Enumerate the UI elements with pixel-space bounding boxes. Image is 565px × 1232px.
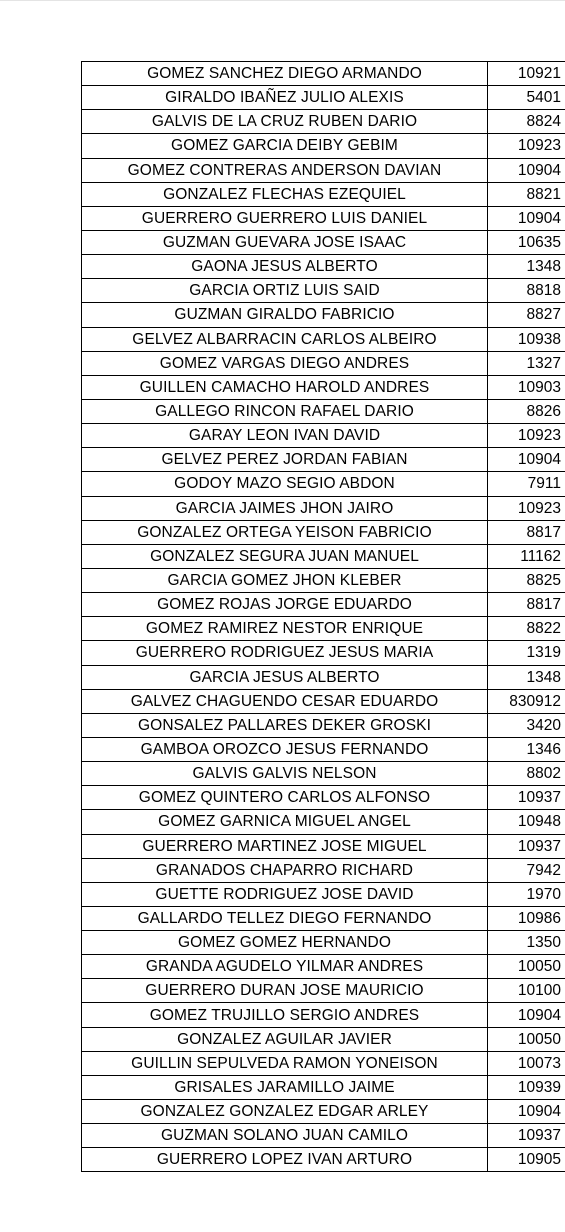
- id-number-cell: 10939: [488, 1075, 565, 1099]
- roster-table: [81, 61, 565, 1172]
- id-number-cell: 1319: [488, 641, 565, 665]
- id-number-cell: 10937: [488, 786, 565, 810]
- table-row: [82, 399, 565, 423]
- table-row: [82, 206, 565, 230]
- table-row: [82, 279, 565, 303]
- document-sheet: [81, 61, 565, 1172]
- table-row: [82, 1100, 565, 1124]
- id-number-cell: 7911: [488, 472, 565, 496]
- id-number-cell: 8802: [488, 762, 565, 786]
- id-number-cell: 10904: [488, 448, 565, 472]
- id-number-cell: 10100: [488, 979, 565, 1003]
- table-row: [82, 351, 565, 375]
- person-name-cell: GUERRERO DURAN JOSE MAURICIO: [82, 979, 488, 1003]
- person-name-cell: GOMEZ TRUJILLO SERGIO ANDRES: [82, 1003, 488, 1027]
- table-row: [82, 568, 565, 592]
- table-row: [82, 1051, 565, 1075]
- id-number-cell: 8827: [488, 303, 565, 327]
- id-number-cell: 1970: [488, 882, 565, 906]
- table-row: [82, 1148, 565, 1172]
- person-name-cell: GOMEZ VARGAS DIEGO ANDRES: [82, 351, 488, 375]
- table-row: [82, 1027, 565, 1051]
- person-name-cell: GRANADOS CHAPARRO RICHARD: [82, 858, 488, 882]
- id-number-cell: 10904: [488, 1003, 565, 1027]
- person-name-cell: GUERRERO LOPEZ IVAN ARTURO: [82, 1148, 488, 1172]
- id-number-cell: 11162: [488, 544, 565, 568]
- person-name-cell: GOMEZ CONTRERAS ANDERSON DAVIAN: [82, 158, 488, 182]
- table-row: [82, 641, 565, 665]
- id-number-cell: 10073: [488, 1051, 565, 1075]
- table-row: [82, 593, 565, 617]
- id-number-cell: 10050: [488, 955, 565, 979]
- person-name-cell: GONSALEZ PALLARES DEKER GROSKI: [82, 713, 488, 737]
- id-number-cell: 8817: [488, 520, 565, 544]
- table-row: [82, 1075, 565, 1099]
- id-number-cell: 5401: [488, 86, 565, 110]
- id-number-cell: 10923: [488, 496, 565, 520]
- table-row: [82, 689, 565, 713]
- person-name-cell: GONZALEZ FLECHAS EZEQUIEL: [82, 182, 488, 206]
- table-row: [82, 62, 565, 86]
- table-row: [82, 424, 565, 448]
- id-number-cell: 8818: [488, 279, 565, 303]
- table-row: [82, 617, 565, 641]
- person-name-cell: GUERRERO GUERRERO LUIS DANIEL: [82, 206, 488, 230]
- id-number-cell: 8824: [488, 110, 565, 134]
- table-row: [82, 134, 565, 158]
- table-row: [82, 906, 565, 930]
- table-row: [82, 713, 565, 737]
- table-row: [82, 303, 565, 327]
- id-number-cell: 10903: [488, 375, 565, 399]
- id-number-cell: 8817: [488, 593, 565, 617]
- id-number-cell: 10904: [488, 158, 565, 182]
- person-name-cell: GAMBOA OROZCO JESUS FERNANDO: [82, 737, 488, 761]
- person-name-cell: GOMEZ GARNICA MIGUEL ANGEL: [82, 810, 488, 834]
- id-number-cell: 10937: [488, 834, 565, 858]
- table-row: [82, 520, 565, 544]
- roster-table-body: [82, 62, 565, 1172]
- id-number-cell: 7942: [488, 858, 565, 882]
- person-name-cell: GOMEZ QUINTERO CARLOS ALFONSO: [82, 786, 488, 810]
- person-name-cell: GAONA JESUS ALBERTO: [82, 255, 488, 279]
- table-row: [82, 834, 565, 858]
- table-row: [82, 931, 565, 955]
- person-name-cell: GARCIA GOMEZ JHON KLEBER: [82, 568, 488, 592]
- id-number-cell: 10904: [488, 1100, 565, 1124]
- table-row: [82, 1124, 565, 1148]
- table-row: [82, 979, 565, 1003]
- person-name-cell: GALLEGO RINCON RAFAEL DARIO: [82, 399, 488, 423]
- person-name-cell: GALVIS DE LA CRUZ RUBEN DARIO: [82, 110, 488, 134]
- person-name-cell: GUZMAN SOLANO JUAN CAMILO: [82, 1124, 488, 1148]
- id-number-cell: 8821: [488, 182, 565, 206]
- person-name-cell: GODOY MAZO SEGIO ABDON: [82, 472, 488, 496]
- table-row: [82, 375, 565, 399]
- table-row: [82, 665, 565, 689]
- person-name-cell: GOMEZ GARCIA DEIBY GEBIM: [82, 134, 488, 158]
- person-name-cell: GALLARDO TELLEZ DIEGO FERNANDO: [82, 906, 488, 930]
- table-row: [82, 472, 565, 496]
- person-name-cell: GOMEZ GOMEZ HERNANDO: [82, 931, 488, 955]
- id-number-cell: 10938: [488, 327, 565, 351]
- person-name-cell: GUILLEN CAMACHO HAROLD ANDRES: [82, 375, 488, 399]
- table-row: [82, 158, 565, 182]
- person-name-cell: GONZALEZ SEGURA JUAN MANUEL: [82, 544, 488, 568]
- table-row: [82, 955, 565, 979]
- table-row: [82, 737, 565, 761]
- person-name-cell: GUETTE RODRIGUEZ JOSE DAVID: [82, 882, 488, 906]
- person-name-cell: GELVEZ ALBARRACIN CARLOS ALBEIRO: [82, 327, 488, 351]
- person-name-cell: GUZMAN GUEVARA JOSE ISAAC: [82, 230, 488, 254]
- table-row: [82, 544, 565, 568]
- table-row: [82, 882, 565, 906]
- id-number-cell: 8822: [488, 617, 565, 641]
- id-number-cell: 10921: [488, 62, 565, 86]
- person-name-cell: GRISALES JARAMILLO JAIME: [82, 1075, 488, 1099]
- person-name-cell: GRANDA AGUDELO YILMAR ANDRES: [82, 955, 488, 979]
- id-number-cell: 10905: [488, 1148, 565, 1172]
- person-name-cell: GONZALEZ AGUILAR JAVIER: [82, 1027, 488, 1051]
- table-row: [82, 786, 565, 810]
- id-number-cell: 1348: [488, 255, 565, 279]
- id-number-cell: 830912: [488, 689, 565, 713]
- table-row: [82, 762, 565, 786]
- table-row: [82, 1003, 565, 1027]
- table-row: [82, 182, 565, 206]
- person-name-cell: GONZALEZ GONZALEZ EDGAR ARLEY: [82, 1100, 488, 1124]
- person-name-cell: GALVEZ CHAGUENDO CESAR EDUARDO: [82, 689, 488, 713]
- page-top-rule: [0, 0, 565, 1]
- table-row: [82, 86, 565, 110]
- table-row: [82, 810, 565, 834]
- table-row: [82, 255, 565, 279]
- person-name-cell: GOMEZ ROJAS JORGE EDUARDO: [82, 593, 488, 617]
- id-number-cell: 10635: [488, 230, 565, 254]
- person-name-cell: GARCIA ORTIZ LUIS SAID: [82, 279, 488, 303]
- person-name-cell: GUERRERO MARTINEZ JOSE MIGUEL: [82, 834, 488, 858]
- id-number-cell: 1346: [488, 737, 565, 761]
- id-number-cell: 1348: [488, 665, 565, 689]
- person-name-cell: GUILLIN SEPULVEDA RAMON YONEISON: [82, 1051, 488, 1075]
- person-name-cell: GIRALDO IBAÑEZ JULIO ALEXIS: [82, 86, 488, 110]
- id-number-cell: 10937: [488, 1124, 565, 1148]
- person-name-cell: GOMEZ RAMIREZ NESTOR ENRIQUE: [82, 617, 488, 641]
- table-row: [82, 496, 565, 520]
- id-number-cell: 1350: [488, 931, 565, 955]
- person-name-cell: GARCIA JAIMES JHON JAIRO: [82, 496, 488, 520]
- person-name-cell: GALVIS GALVIS NELSON: [82, 762, 488, 786]
- id-number-cell: 10904: [488, 206, 565, 230]
- person-name-cell: GELVEZ PEREZ JORDAN FABIAN: [82, 448, 488, 472]
- table-row: [82, 448, 565, 472]
- person-name-cell: GARCIA JESUS ALBERTO: [82, 665, 488, 689]
- table-row: [82, 858, 565, 882]
- table-row: [82, 327, 565, 351]
- id-number-cell: 10923: [488, 424, 565, 448]
- table-row: [82, 230, 565, 254]
- id-number-cell: 3420: [488, 713, 565, 737]
- person-name-cell: GARAY LEON IVAN DAVID: [82, 424, 488, 448]
- id-number-cell: 8826: [488, 399, 565, 423]
- table-row: [82, 110, 565, 134]
- id-number-cell: 10923: [488, 134, 565, 158]
- id-number-cell: 1327: [488, 351, 565, 375]
- person-name-cell: GONZALEZ ORTEGA YEISON FABRICIO: [82, 520, 488, 544]
- person-name-cell: GUERRERO RODRIGUEZ JESUS MARIA: [82, 641, 488, 665]
- person-name-cell: GOMEZ SANCHEZ DIEGO ARMANDO: [82, 62, 488, 86]
- id-number-cell: 10986: [488, 906, 565, 930]
- id-number-cell: 8825: [488, 568, 565, 592]
- id-number-cell: 10948: [488, 810, 565, 834]
- id-number-cell: 10050: [488, 1027, 565, 1051]
- person-name-cell: GUZMAN GIRALDO FABRICIO: [82, 303, 488, 327]
